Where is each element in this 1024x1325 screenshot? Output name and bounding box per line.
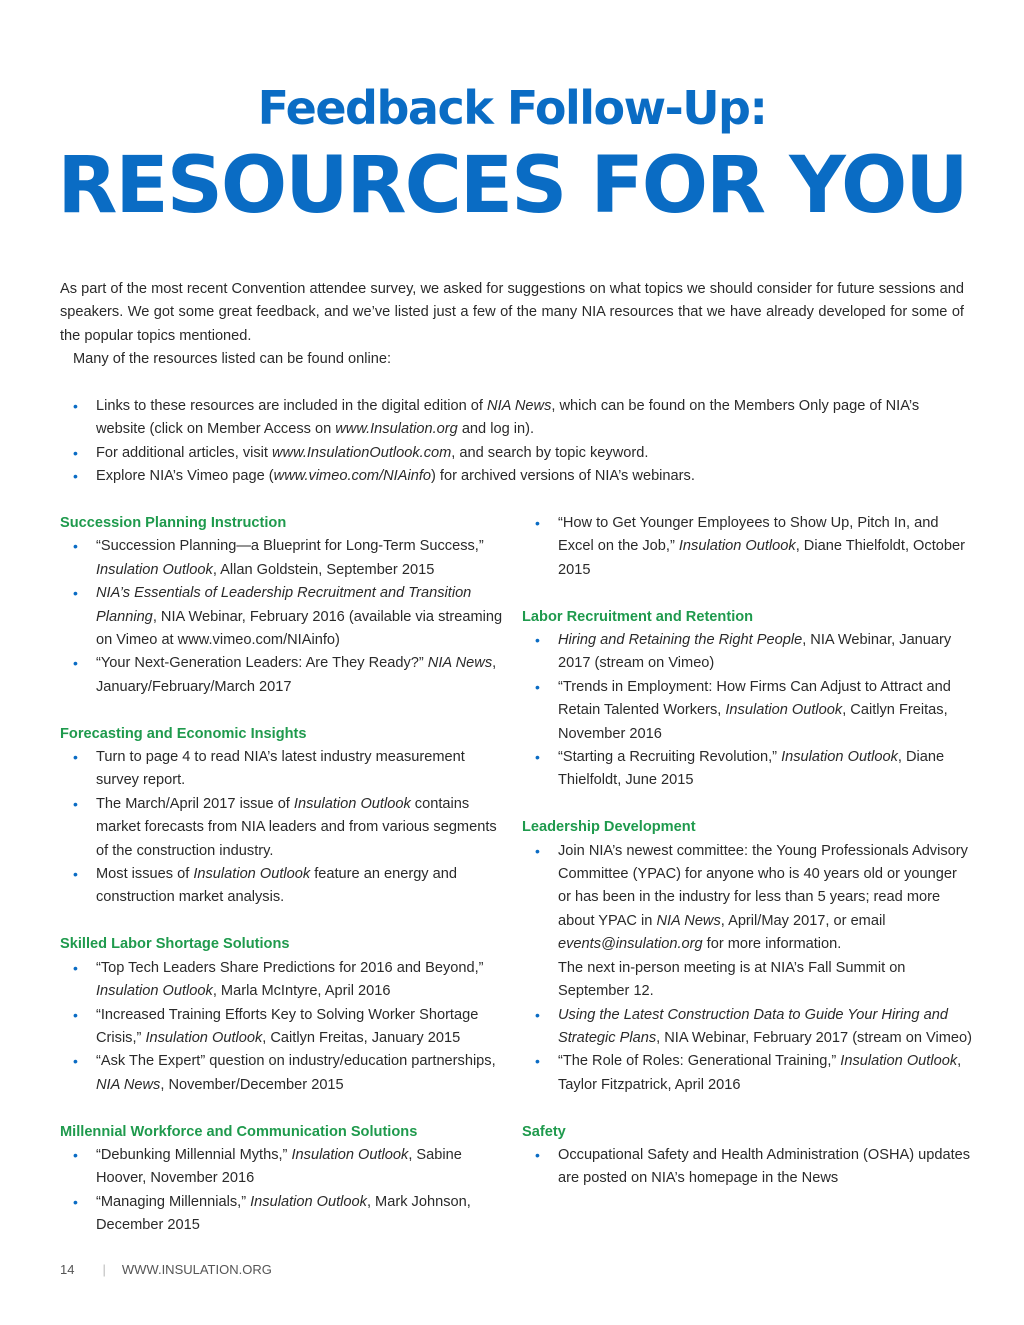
list-item: • “Increased Training Efforts Key to Solving Worker Shortage Crisis,” Insulation Outlook, Caitlyn Freitas, January 2015 [60,1004,510,1051]
list-item: • For additional articles, visit www.InsulationOutlook.com, and search by topic keyword. [60,442,970,465]
list-item: • “How to Get Younger Employees to Show Up, Pitch In, and Excel on the Job,” Insulation Outlook, Diane Thielfoldt, October 2015 [522,512,972,582]
list-item: • NIA’s Essentials of Leadership Recruitment and Transition Planning, NIA Webinar, February 2016 (available via streaming on Vimeo at www.vimeo.com/NIAinfo) [60,582,510,652]
meeting-note: The next in-person meeting is at NIA’s Fall Summit on September 12. [558,959,906,1000]
list-item: • Explore NIA’s Vimeo page (www.vimeo.com/NIAinfo) for archived versions of NIA’s webinars. [60,465,970,488]
list-item: • Links to these resources are included in the digital edition of NIA News, which can be found on the Members Only page of NIA’s website (click on Member Access on www.Insulation.org and log in). [60,395,970,442]
list-item: • Join NIA’s newest committee: the Young Professionals Advisory Committee (YPAC) for anyone who is 40 years old or younger or has been in the industry for less than 5 years; read more about YPAC in NIA News, April/May 2017, or email events@insulation.org for more information. The next in-person meeting is at NIA’s Fall Summit on September 12. [522,840,972,1004]
section-heading: Safety [522,1123,566,1140]
list-item: • The March/April 2017 issue of Insulation Outlook contains market forecasts from NIA leaders and from various segments of the construction industry. [60,793,510,863]
list-item: • “Succession Planning—a Blueprint for Long-Term Success,” Insulation Outlook, Allan Goldstein, September 2015 [60,535,510,582]
section-heading: Skilled Labor Shortage Solutions [60,936,290,953]
list-item: • “Starting a Recruiting Revolution,” Insulation Outlook, Diane Thielfoldt, June 2015 [522,746,972,793]
list-item: • Turn to page 4 to read NIA’s latest industry measurement survey report. [60,746,510,793]
online-links-list [60,395,970,489]
section-heading: Forecasting and Economic Insights [60,725,307,742]
section-succession-continued [522,512,972,582]
page-title [0,78,1024,232]
list-item: • Hiring and Retaining the Right People, NIA Webinar, January 2017 (stream on Vimeo) [522,629,972,676]
section-labor-recruitment [522,606,972,793]
list-item: • Most issues of Insulation Outlook feature an energy and construction market analysis. [60,863,510,910]
list-item: • “Top Tech Leaders Share Predictions for 2016 and Beyond,” Insulation Outlook, Marla McIntyre, April 2016 [60,957,510,1004]
section-heading: Labor Recruitment and Retention [522,608,754,625]
page-footer [60,1260,272,1280]
title-line-2: RESOURCES FOR YOU [57,141,967,231]
section-skilled-labor [60,933,510,1097]
section-heading: Millennial Workforce and Communication Solutions [60,1123,418,1140]
footer-separator: | [102,1262,106,1277]
left-column [60,512,510,1261]
footer-site: WWW.INSULATION.ORG [121,1262,272,1277]
section-millennial [60,1121,510,1238]
list-item: • Occupational Safety and Health Administration (OSHA) updates are posted on NIA’s homepage in the News [522,1144,972,1191]
list-item: • Using the Latest Construction Data to Guide Your Hiring and Strategic Plans, NIA Webinar, February 2017 (stream on Vimeo) [522,1004,972,1051]
right-column [522,512,972,1214]
intro [60,278,964,372]
list-item: • “The Role of Roles: Generational Training,” Insulation Outlook, Taylor Fitzpatrick, April 2016 [522,1050,972,1097]
section-forecasting [60,723,510,910]
intro-paragraph: As part of the most recent Convention attendee survey, we asked for suggestions on what topics we should consider for future sessions and speakers. We got some great feedback, and we’ve listed just a few of the many NIA resources that we have already developed for some of the popular topics mentioned. [60,281,964,344]
list-item: • “Your Next-Generation Leaders: Are They Ready?” NIA News, January/February/March 2017 [60,652,510,699]
intro-online-note: Many of the resources listed can be found online: [73,351,392,368]
list-item: • “Trends in Employment: How Firms Can Adjust to Attract and Retain Talented Workers, Insulation Outlook, Caitlyn Freitas, November 2016 [522,676,972,746]
section-safety [522,1121,972,1191]
section-heading: Leadership Development [522,819,696,836]
section-heading: Succession Planning Instruction [60,515,287,531]
section-succession [60,512,510,699]
section-leadership [522,816,972,1097]
list-item: • “Managing Millennials,” Insulation Outlook, Mark Johnson, December 2015 [60,1191,510,1238]
page-number: 14 [60,1262,75,1277]
list-item: • “Ask The Expert” question on industry/education partnerships, NIA News, November/December 2015 [60,1050,510,1097]
title-line-1: Feedback Follow-Up: [257,81,767,135]
list-item: • “Debunking Millennial Myths,” Insulation Outlook, Sabine Hoover, November 2016 [60,1144,510,1191]
